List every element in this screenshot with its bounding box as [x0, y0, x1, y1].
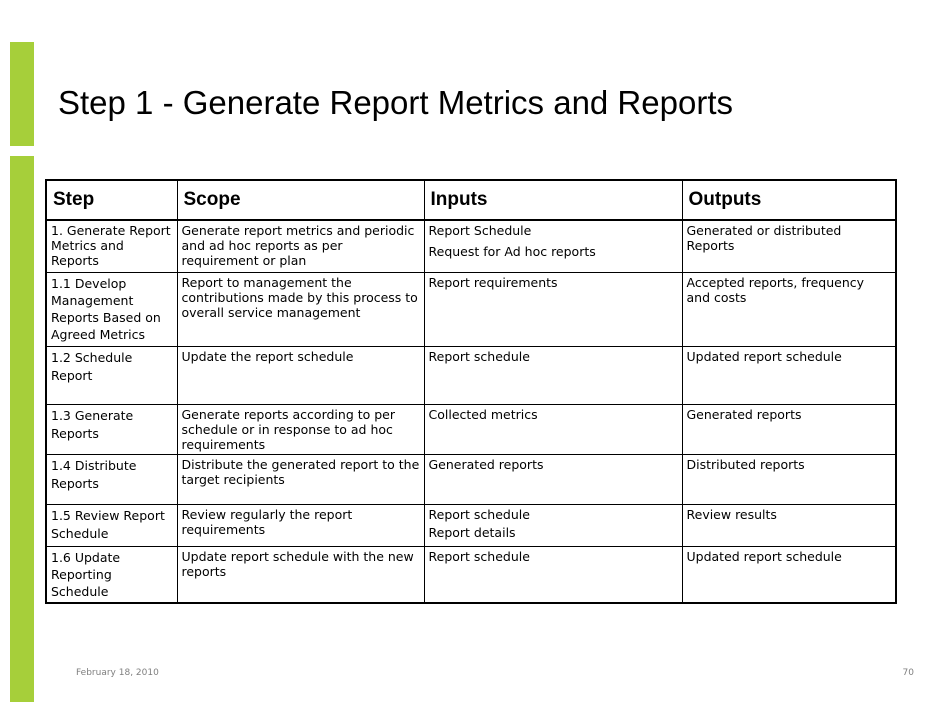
header-inputs: Inputs: [424, 180, 682, 220]
input-item: Collected metrics: [428, 406, 538, 422]
input-item: Report schedule: [428, 548, 530, 564]
cell-step: 1.4 Distribute Reports: [46, 454, 177, 504]
cell-step: 1.2 Schedule Report: [46, 346, 177, 404]
cell-scope: Generate reports according to per schedule or in response to ad hoc requirements: [177, 404, 424, 454]
cell-inputs: [424, 220, 682, 272]
table-row: [46, 546, 896, 603]
cell-outputs: Distributed reports: [682, 454, 896, 504]
accent-bar-top: [10, 42, 34, 146]
slide-title: Step 1 - Generate Report Metrics and Reports: [58, 84, 733, 121]
page-number: 70: [902, 668, 914, 678]
cell-step: 1.3 Generate Reports: [46, 404, 177, 454]
cell-outputs: Review results: [682, 504, 896, 546]
table-row: [46, 454, 896, 504]
input-item: Report details: [428, 524, 516, 540]
table-row: [46, 272, 896, 346]
cell-inputs: [424, 454, 682, 504]
cell-scope: Update the report schedule: [177, 346, 424, 404]
cell-outputs: Generated or distributed Reports: [682, 220, 896, 272]
table-row: [46, 404, 896, 454]
table-row: [46, 220, 896, 272]
cell-outputs: Accepted reports, frequency and costs: [682, 272, 896, 346]
table-header-row: [46, 180, 896, 220]
header-scope: Scope: [177, 180, 424, 220]
cell-scope: Report to management the contributions made by this process to overall service management: [177, 272, 424, 346]
cell-inputs: [424, 272, 682, 346]
cell-scope: Review regularly the report requirements: [177, 504, 424, 546]
cell-inputs: [424, 504, 682, 546]
cell-step: 1. Generate Report Metrics and Reports: [46, 220, 177, 272]
input-item: Generated reports: [428, 456, 544, 472]
cell-scope: Generate report metrics and periodic and ad hoc reports as per requirement or plan: [177, 220, 424, 272]
process-table: [45, 179, 897, 604]
cell-step: 1.5 Review Report Schedule: [46, 504, 177, 546]
cell-outputs: Generated reports: [682, 404, 896, 454]
cell-scope: Update report schedule with the new reports: [177, 546, 424, 603]
header-step: Step: [46, 180, 177, 220]
cell-outputs: Updated report schedule: [682, 346, 896, 404]
cell-inputs: [424, 546, 682, 603]
cell-scope: Distribute the generated report to the target recipients: [177, 454, 424, 504]
input-item: Report Schedule: [428, 223, 532, 238]
cell-inputs: [424, 404, 682, 454]
cell-step: 1.1 Develop Management Reports Based on Agreed Metrics: [46, 272, 177, 346]
cell-inputs: [424, 346, 682, 404]
input-item: Report requirements: [428, 274, 558, 290]
footer-date: February 18, 2010: [76, 668, 159, 678]
table-row: [46, 504, 896, 546]
input-item: Report schedule: [428, 506, 530, 522]
table-row: [46, 346, 896, 404]
accent-bar-bottom: [10, 156, 34, 702]
cell-outputs: Updated report schedule: [682, 546, 896, 603]
input-item: Report schedule: [428, 348, 530, 364]
header-outputs: Outputs: [682, 180, 896, 220]
input-item: Request for Ad hoc reports: [428, 244, 596, 259]
cell-step: 1.6 Update Reporting Schedule: [46, 546, 177, 603]
